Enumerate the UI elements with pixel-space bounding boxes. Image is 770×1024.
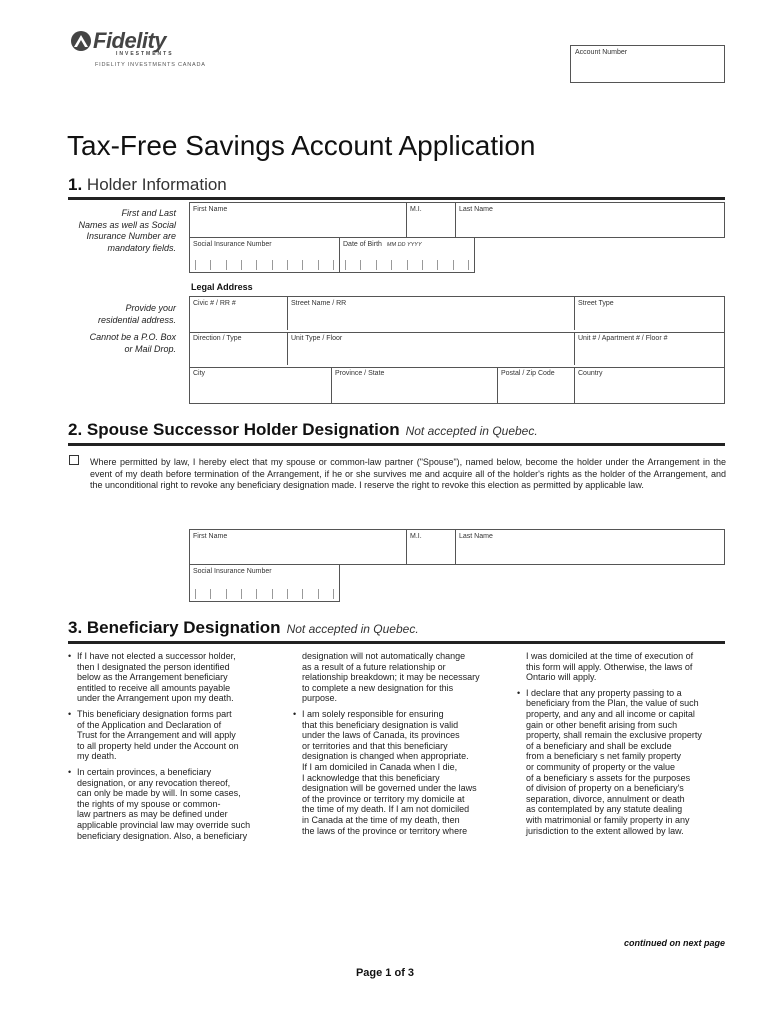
text-line: the time of my death. If I am not domiciled [302,804,470,815]
text-line: designation is changed when appropriate. [302,751,469,762]
unit-apartment-label: Unit # / Apartment # / Floor # [578,335,668,342]
street-name-label: Street Name / RR [291,300,347,307]
dob-text: Date of Birth [343,241,382,248]
text-line: of a beneficiary s assets for the purposes [526,772,691,783]
text-line: to complete a new designation for this [302,682,454,693]
text-line: designation will be governed under the laws [302,783,477,794]
text-line: that this beneficiary designation is valid [302,719,459,730]
spouse-first-name-field[interactable] [190,530,406,564]
section3-heading [68,618,419,638]
unit-apartment-field[interactable] [574,332,724,367]
section3-title: 3. Beneficiary Designation [68,618,281,637]
beneficiary-column-3 [517,651,732,841]
text-line: to all property held under the Account on [77,740,239,751]
logo-tagline: FIDELITY INVESTMENTS CANADA [95,62,206,68]
spouse-election-checkbox[interactable] [69,455,79,465]
text-line: separation, divorce, annulment or death [526,793,685,804]
text-line: of division of property on a beneficiary's [526,783,684,794]
last-name-label: Last Name [459,206,493,213]
text-line: relationship breakdown; it may be necessary [302,672,480,683]
section3-note: Not accepted in Quebec. [286,622,419,636]
province-field[interactable] [331,367,497,404]
first-name-label: First Name [193,206,228,213]
text-line: • I declare that any property passing to a [526,687,682,698]
first-name-label: First Name [193,533,228,540]
note-line: residential address. [97,314,176,325]
note-line: or Mail Drop. [124,343,176,354]
street-name-field[interactable] [287,297,574,332]
logo-wordmark: Fidelity [93,28,167,53]
holder-mi-field[interactable] [406,203,455,237]
text-line: of a beneficiary and shall be exclude [526,740,672,751]
sin-digit-boxes [195,260,334,270]
legal-address-label: Legal Address [191,282,253,292]
spouse-sin-field[interactable] [189,564,340,602]
mi-label: M.I. [410,533,422,540]
section1-mandatory-note [60,208,176,254]
direction-label: Direction / Type [193,335,242,342]
text-line: entitled to receive all amounts payable [77,682,231,693]
section2-title: 2. Spouse Successor Holder Designation [68,420,400,439]
section1-rule [68,197,725,200]
country-field[interactable] [574,367,724,404]
country-label: Country [578,370,603,377]
text-line: designation, or any revocation thereof, [77,777,231,788]
text-line: Trust for the Arrangement and will apply [77,730,236,741]
direction-field[interactable] [190,332,287,367]
list-item [293,651,508,704]
civic-label: Civic # / RR # [193,300,236,307]
logo-subtext: INVESTMENTS [116,51,174,57]
text-line: of the Application and Declaration of [77,719,222,730]
spouse-last-name-field[interactable] [455,530,724,564]
postal-code-label: Postal / Zip Code [501,370,555,377]
text-line: this form will apply. Otherwise, the laws of [526,661,693,672]
text-line: can only be made by will. In some cases, [77,788,241,799]
note-line: Cannot be a P.O. Box [89,332,176,342]
text-line: applicable provincial law may override such [77,819,251,830]
spouse-mi-field[interactable] [406,530,455,564]
spouse-name-group [189,529,725,565]
text-line: from a beneficiary s net family property [526,751,682,762]
account-number-label: Account Number [575,49,628,56]
text-line: purpose. [302,693,338,704]
text-line: as contemplated by any statute dealing [526,804,683,815]
holder-sin-field[interactable] [189,237,340,273]
section2-note: Not accepted in Quebec. [405,424,538,438]
text-line: If I am domiciled in Canada when I die, [302,761,458,772]
text-line: of the province or territory my domicile at [302,793,465,804]
section2-heading [68,420,538,440]
unit-type-field[interactable] [287,332,574,367]
beneficiary-column-2 [293,651,508,841]
holder-dob-field[interactable] [339,237,475,273]
text-line: property, and any and all income or capital [526,708,695,719]
text-line: under the laws of Canada, its provinces [302,730,460,741]
section2-rule [68,443,725,446]
text-line: • If I have not elected a successor holder, [77,651,236,661]
unit-type-label: Unit Type / Floor [291,335,343,342]
holder-name-group [189,202,725,238]
text-line: the rights of my spouse or common- [77,798,221,809]
text-line: • This beneficiary designation forms part [77,708,232,719]
text-line: below as the Arrangement beneficiary [77,672,228,683]
street-type-field[interactable] [574,297,724,332]
spouse-election-text: Where permitted by law, I hereby elect that my spouse or common-law partner ("Spouse"), named below, become the holder under the Arrangement in the event of my death before termination of the Arrangement, if he or she survives me and acquire all of the holder's rights as the holder of the Arrangement, and the unconditional right to revoke any beneficiary designation made. I reserve the right to revoke this election as permitted by applicable law. [90,457,726,491]
note-line: First and Last [121,208,176,218]
province-label: Province / State [335,370,385,377]
text-line: or territories and that this beneficiary [302,740,448,751]
section1-address-note [60,303,176,355]
text-line: or community of property or the value [526,761,676,772]
text-line: gain or other benefit arising from such [526,719,678,730]
mi-label: M.I. [410,206,422,213]
text-line: under the Arrangement upon my death. [77,693,234,704]
list-item [68,709,283,762]
note-line: Names as well as Social [78,219,176,230]
section1-heading [68,175,227,195]
text-line: as a result of a future relationship or [302,661,446,672]
note-line: mandatory fields. [107,242,176,253]
sin-digit-boxes [195,589,334,599]
text-line: • In certain provinces, a beneficiary [77,766,212,777]
holder-first-name-field[interactable] [190,203,406,237]
text-line: I acknowledge that this beneficiary [302,772,440,783]
fidelity-pyramid-icon [70,30,92,52]
holder-last-name-field[interactable] [455,203,724,237]
legal-address-group [189,296,725,404]
section1-title: Holder Information [86,175,227,194]
continued-note: continued on next page [623,938,725,948]
section3-rule [68,641,725,644]
dob-format: MM DD YYYY [386,242,422,248]
city-label: City [193,370,206,377]
section1-number: 1. [68,175,83,194]
text-line: property, shall remain the exclusive property [526,730,702,741]
page-title: Tax-Free Savings Account Application [67,130,536,161]
text-line: the laws of the province or territory where [302,825,468,836]
text-line: • I am solely responsible for ensuring [302,708,444,719]
street-type-label: Street Type [578,300,614,307]
list-item [68,767,283,841]
list-item [293,709,508,836]
text-line: Ontario will apply. [526,672,597,683]
list-item [517,688,732,836]
last-name-label: Last Name [459,533,493,540]
text-line: with matrimonial or family property in any [526,814,690,825]
fidelity-logo [70,28,206,70]
text-line: I was domiciled at the time of execution of [526,651,694,661]
text-line: designation will not automatically change [302,651,466,661]
text-line: beneficiary designation. Also, a beneficiary [77,830,248,841]
postal-code-field[interactable] [497,367,574,404]
list-item [68,651,283,704]
note-line: Provide your [125,303,176,313]
sin-label: Social Insurance Number [193,241,272,248]
text-line: beneficiary from the Plan, the value of such [526,698,699,709]
beneficiary-column-1 [68,651,283,846]
list-item [517,651,732,683]
dob-label [343,241,422,248]
sin-label: Social Insurance Number [193,568,272,575]
dob-digit-boxes [345,260,469,270]
text-line: in Canada at the time of my death, then [302,814,460,825]
text-line: law partners as may be defined under [77,809,228,820]
civic-number-field[interactable] [190,297,287,332]
text-line: then I designated the person identified [77,661,230,672]
account-number-field[interactable] [570,45,725,83]
page-number: Page 1 of 3 [355,967,415,979]
note-line: Insurance Number are [86,231,176,241]
text-line: my death. [77,751,117,762]
city-field[interactable] [190,367,331,404]
text-line: jurisdiction to the extent allowed by law. [526,825,684,836]
